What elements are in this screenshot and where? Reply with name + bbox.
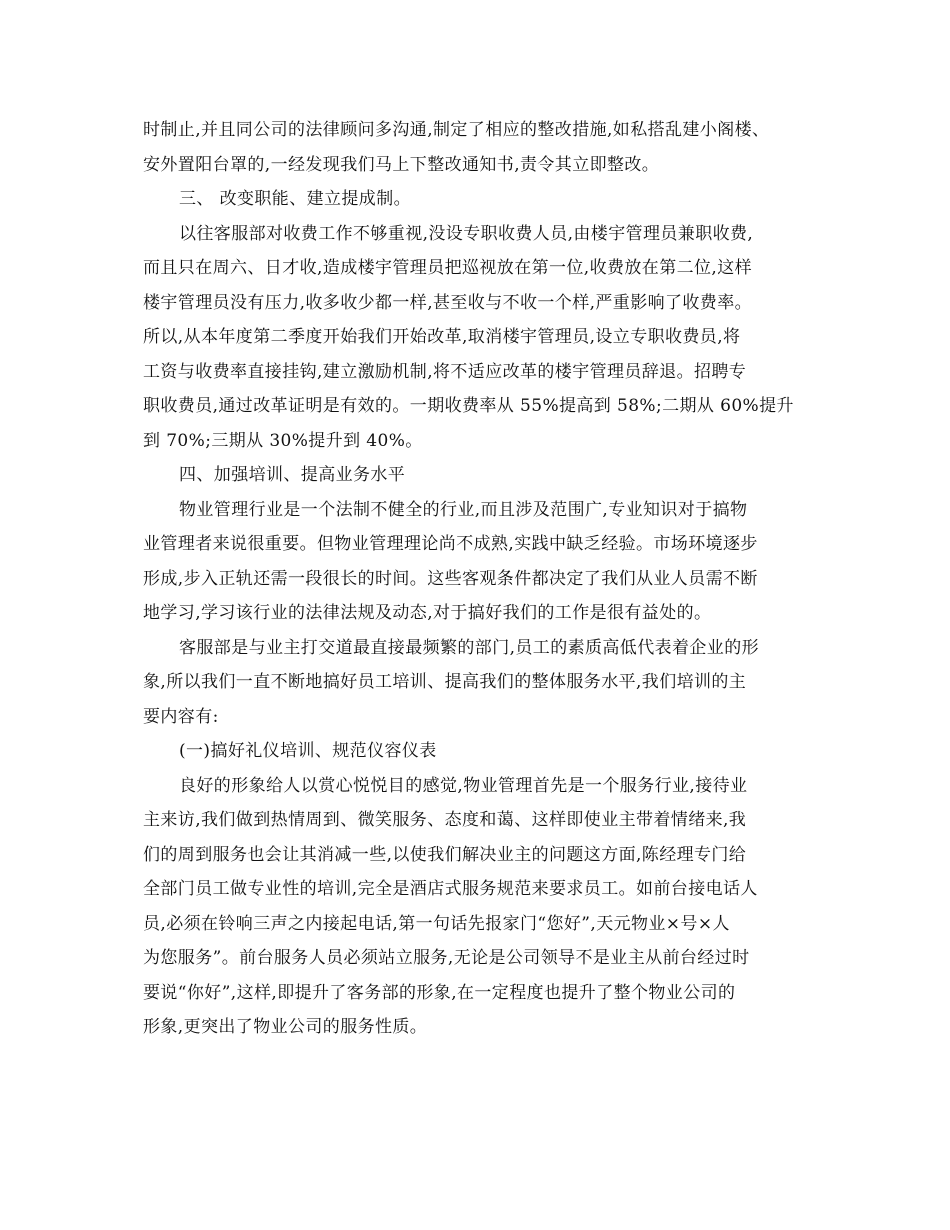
text-line: 要说“你好”,这样,即提升了客务部的形象,在一定程度也提升了整个物业公司的 bbox=[143, 982, 736, 1003]
text-line: 楼宇管理员没有压力,收多收少都一样,甚至收与不收一个样,严重影响了收费率。 bbox=[143, 292, 753, 313]
text-line: 为您服务”。前台服务人员必须站立服务,无论是公司领导不是业主从前台经过时 bbox=[143, 948, 750, 968]
text-line: 们的周到服务也会让其消减一些,以使我们解决业主的问题这方面,陈经理专门给 bbox=[143, 844, 747, 865]
text-line: 工资与收费率直接挂钩,建立激励机制,将不适应改革的楼宇管理员辞退。招聘专 bbox=[143, 361, 747, 382]
text-line: 要内容有: bbox=[143, 706, 219, 727]
text-line: 而且只在周六、日才收,造成楼宇管理员把巡视放在第一位,收费放在第二位,这样 bbox=[143, 258, 753, 278]
section-heading: 三、 改变职能、建立提成制。 bbox=[179, 189, 412, 209]
document-body bbox=[143, 113, 813, 1045]
text-line: 以往客服部对收费工作不够重视,没设专职收费人员,由楼宇管理员兼职收费, bbox=[179, 223, 754, 244]
text-line: 员,必须在铃响三声之内接起电话,第一句话先报家门“您好”,天元物业×号×人 bbox=[143, 913, 730, 934]
text-line: 时制止,并且同公司的法律顾问多沟通,制定了相应的整改措施,如私搭乱建小阁楼、 bbox=[143, 120, 770, 140]
text-line: 业管理者来说很重要。但物业管理理论尚不成熟,实践中缺乏经验。市场环境逐步 bbox=[143, 534, 758, 554]
text-line: 主来访,我们做到热情周到、微笑服务、态度和蔼、这样即使业主带着情绪来,我 bbox=[143, 810, 747, 830]
text-line: 地学习,学习该行业的法律法规及动态,对于搞好我们的工作是很有益处的。 bbox=[143, 603, 712, 623]
section-heading: 四、加强培训、提高业务水平 bbox=[179, 465, 406, 485]
text-line: 良好的形象给人以赏心悦悦目的感觉,物业管理首先是一个服务行业,接待业 bbox=[179, 775, 748, 796]
text-line: 客服部是与业主打交道最直接最频繁的部门,员工的素质高低代表着企业的形 bbox=[179, 637, 760, 658]
text-line: 安外置阳台罩的,一经发现我们马上下整改通知书,责令其立即整改。 bbox=[143, 154, 660, 175]
text-line: 形成,步入正轨还需一段很长的时间。这些客观条件都决定了我们从业人员需不断 bbox=[143, 568, 758, 589]
text-line: 象,所以我们一直不断地搞好员工培训、提高我们的整体服务水平,我们培训的主 bbox=[143, 672, 747, 692]
text-line: 到 70%;三期从 30%提升到 40%。 bbox=[143, 430, 423, 451]
text-line: 所以,从本年度第二季度开始我们开始改革,取消楼宇管理员,设立专职收费员,将 bbox=[143, 327, 741, 347]
text-line: 全部门员工做专业性的培训,完全是酒店式服务规范来要求员工。如前台接电话人 bbox=[143, 879, 758, 899]
text-line: 职收费员,通过改革证明是有效的。一期收费率从 55%提高到 58%;二期从 60%提升 bbox=[143, 396, 794, 416]
text-line: 物业管理行业是一个法制不健全的行业,而且涉及范围广,专业知识对于搞物 bbox=[179, 499, 748, 520]
text-line: 形象,更突出了物业公司的服务性质。 bbox=[143, 1017, 428, 1037]
subsection-heading: (一)搞好礼仪培训、规范仪容仪表 bbox=[179, 741, 437, 761]
